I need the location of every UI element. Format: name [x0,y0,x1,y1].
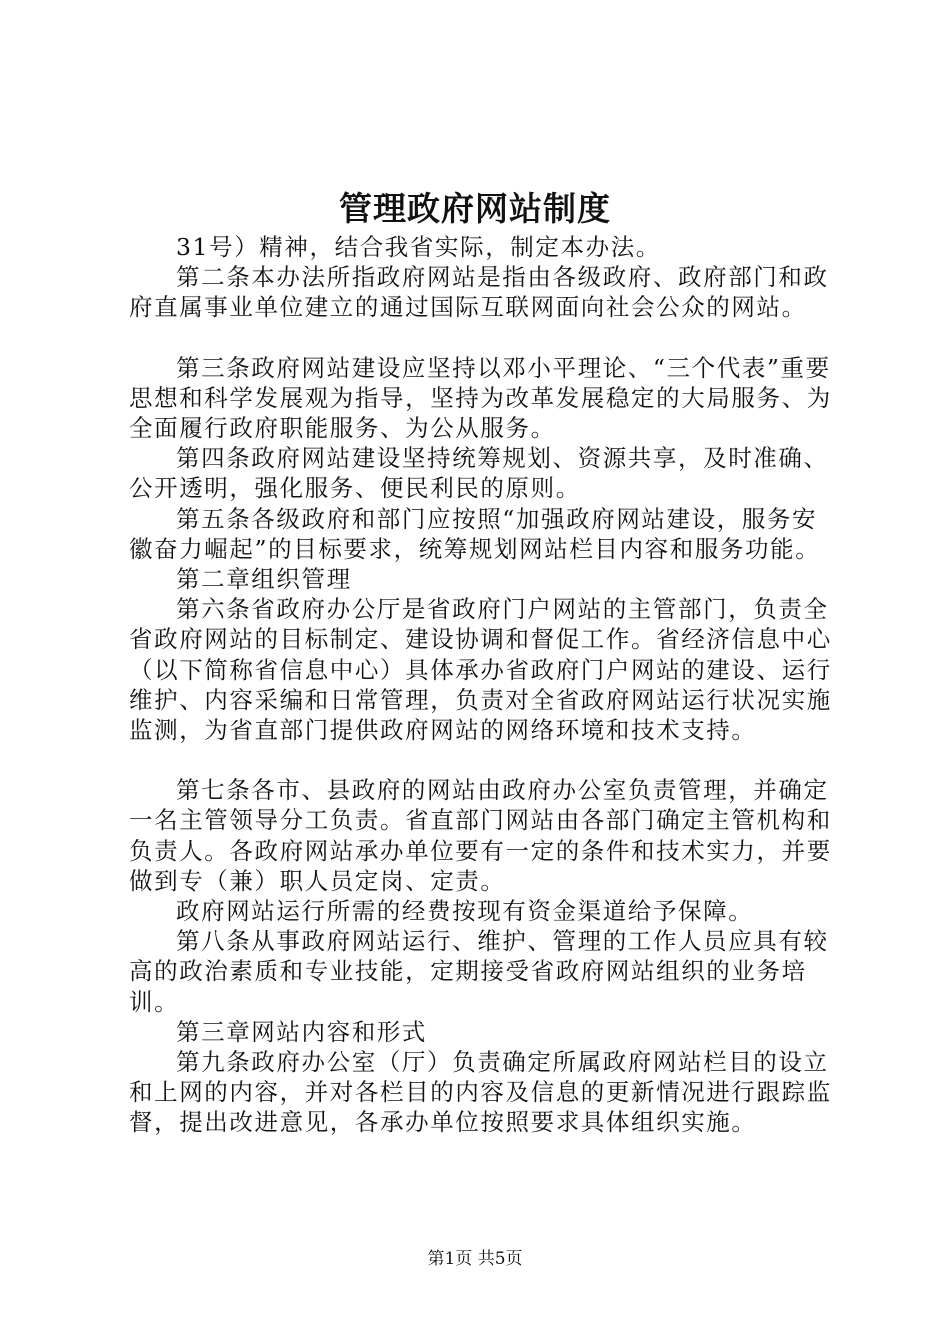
paragraph: 第九条政府办公室（厅）负责确定所属政府网站栏目的设立和上网的内容，并对各栏目的内容及信息的更新情况进行跟踪监督，提出改进意见，各承办单位按照要求具体组织实施。 [129,1048,832,1137]
document-title: 管理政府网站制度 [339,189,611,228]
paragraph: 第四条政府网站建设坚持统筹规划、资源共享，及时准确、公开透明，强化服务、便民利民的原则。 [129,444,829,503]
paragraph: 第二条本办法所指政府网站是指由各级政府、政府部门和政府直属事业单位建立的通过国际互联网面向社会公众的网站。 [129,263,829,322]
paragraph: 第五条各级政府和部门应按照“加强政府网站建设，服务安徽奋力崛起”的目标要求，统筹规划网站栏目内容和服务功能。 [129,504,821,563]
paragraph: 第六条省政府办公厅是省政府门户网站的主管部门，负责全省政府网站的目标制定、建设协调和督促工作。省经济信息中心（以下简称省信息中心）具体承办省政府门户网站的建设、运行维护、内容采编和日常管理，负责对全省政府网站运行状况实施监测，为省直部门提供政府网站的网络环境和技术支持。 [129,595,832,745]
chapter-heading: 第二章组织管理 [176,565,352,594]
paragraph: 第八条从事政府网站运行、维护、管理的工作人员应具有较高的政治素质和专业技能，定期接受省政府网站组织的业务培训。 [129,927,829,1016]
document-body [129,232,839,1138]
chapter-heading: 第三章网站内容和形式 [176,1017,427,1046]
paragraph: 第三条政府网站建设应坚持以邓小平理论、“三个代表”重要思想和科学发展观为指导，坚持为改革发展稳定的大局服务、为全面履行政府职能服务、为公从服务。 [129,353,832,443]
paragraph: 政府网站运行所需的经费按现有资金渠道给予保障。 [176,897,754,926]
paragraph: 第七条各市、县政府的网站由政府办公室负责管理，并确定一名主管领导分工负责。省直部门网站由各部门确定主管机构和负责人。各政府网站承办单位要有一定的条件和技术实力，并要做到专（兼）职人员定岗、定责。 [129,776,832,895]
page-footer: 第1页 共5页 [427,1249,523,1269]
paragraph: 31号）精神，结合我省实际，制定本办法。 [176,233,661,261]
